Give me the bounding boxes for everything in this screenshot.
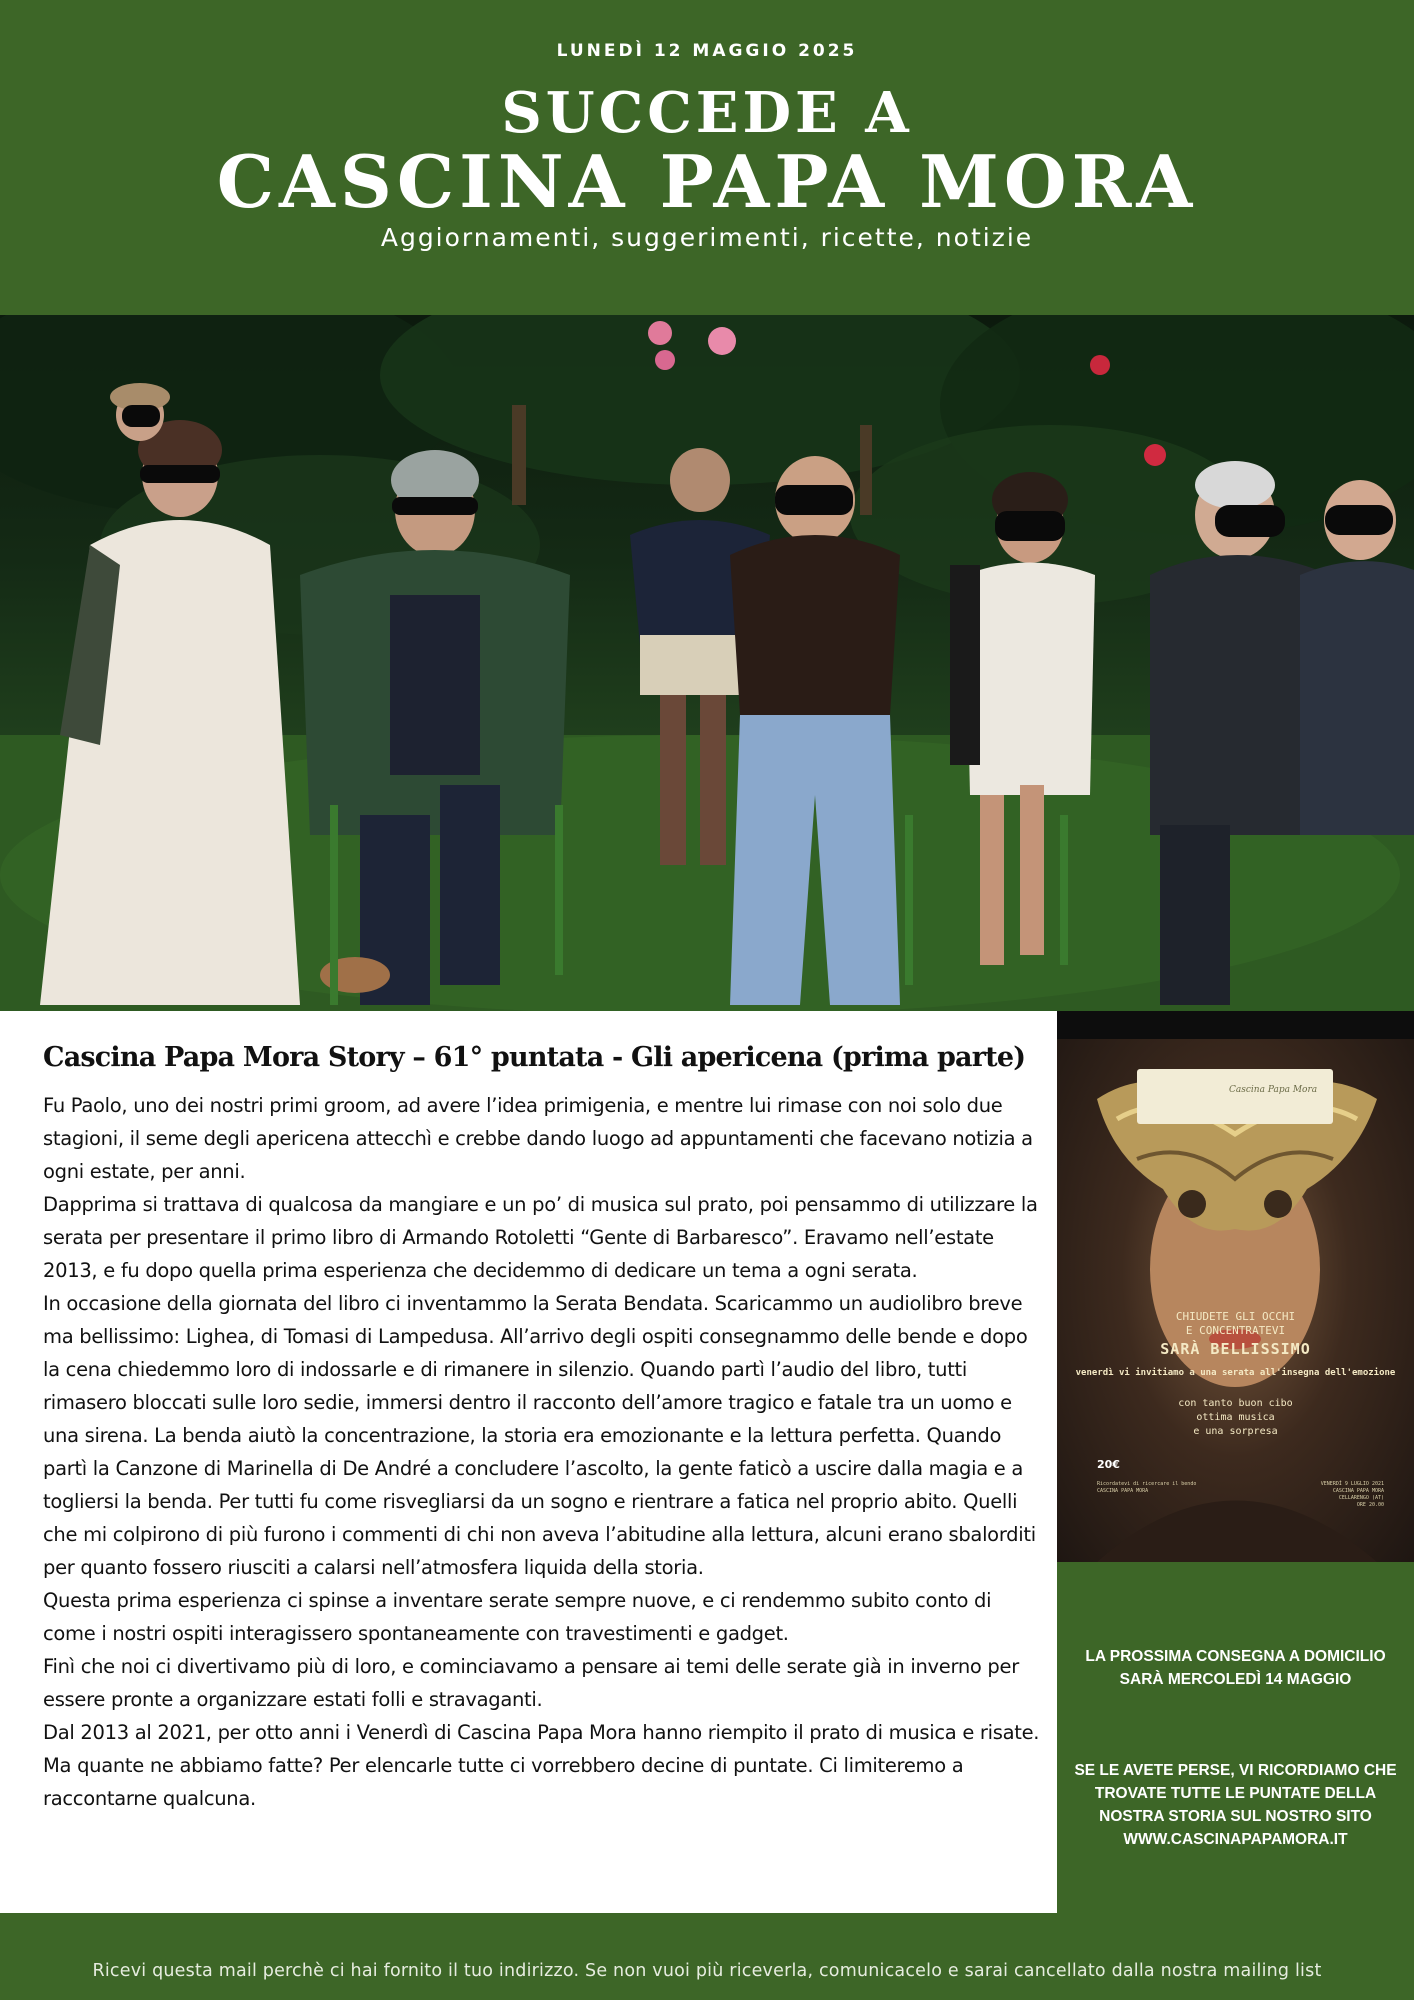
poster-tagline: SARÀ BELLISSIMO (1160, 1340, 1311, 1358)
unsubscribe-notice: Ricevi questa mail perchè ci hai fornito il tuo indirizzo. Se non vuoi più riceverla, comunicacelo e sarai cancellato dalla nostra mailing list (92, 1961, 1322, 1981)
article-body (43, 1089, 1043, 1815)
poster-badge-text: Cascina Papa Mora (1229, 1085, 1318, 1095)
article-title: Cascina Papa Mora Story – 61° puntata - Gli apericena (prima parte) (43, 1042, 1026, 1073)
next-delivery-note: LA PROSSIMA CONSEGNA A DOMICILIO SARÀ MERCOLEDÌ 14 MAGGIO (1085, 1648, 1386, 1688)
poster-fine-right: VENERDÌ 9 LUGLIO 2021 CASCINA PAPA MORA CELLARENGO (AT) ORE 20.00 (1320, 1481, 1384, 1508)
newsletter-header (0, 0, 1414, 315)
hero-illustration (0, 315, 1414, 1011)
hero-photo (0, 315, 1414, 1011)
title-line-1: SUCCEDE A (501, 80, 913, 146)
poster-logo-badge (1137, 1069, 1333, 1124)
issue-date: LUNEDÌ 12 MAGGIO 2025 (556, 41, 858, 61)
sidebar (1057, 1011, 1414, 1913)
title-line-2: CASCINA PAPA MORA (216, 139, 1198, 224)
website-reminder-note: SE LE AVETE PERSE, VI RICORDIAMO CHE TROVATE TUTTE LE PUNTATE DELLA NOSTRA STORIA SUL NOSTRO SITO WWW.CASCINAPAPAMORA.IT (1074, 1762, 1397, 1848)
article-paragraph: Dapprima si trattava di qualcosa da mangiare e un po’ di musica sul prato, poi pensammo di utilizzare la serata per presentare il primo libro di Armando Rotoletti “Gente di Barbaresco”. Eravamo nell’estate 2013, e fu dopo quella prima esperienza che decidemmo di dedicare un tema a ogni serata. (43, 1193, 1038, 1282)
poster-price: 20€ (1097, 1458, 1120, 1471)
subtitle: Aggiornamenti, suggerimenti, ricette, notizie (380, 223, 1034, 252)
poster-invite: venerdì vi invitiamo a una serata all'insegna dell'emozione (1075, 1368, 1396, 1378)
poster-headline: CHIUDETE GLI OCCHI E CONCENTRATEVI (1175, 1310, 1296, 1337)
article-paragraph: In occasione della giornata del libro ci inventammo la Serata Bendata. Scaricammo un audiolibro breve ma bellissimo: Lighea, di Tomasi di Lampedusa. All’arrivo degli ospiti consegnammo delle bende e dopo la cena chiedemmo loro di indossarle e di rimanere in silenzio. Quando partì l’audio del libro, tutti rimasero bloccati sulle loro sedie, immersi dentro il racconto dell’amore tragico e fatale tra un uomo e una sirena. La benda aiutò la concentrazione, la storia era emozionante e la lettura perfetta. Quando partì la Canzone di Marinella di De André a concludere l’ascolto, la gente faticò a uscire dalla magia e a togliersi la benda. Per tutti fu come risvegliarsi da un sogno e rientrare a fatica nel proprio abito. Quelli che mi colpirono di più furono i commenti di chi non aveva l’abitudine alla lettura, alcuni erano sbalorditi per quanto fossero riusciti a calarsi nell’atmosfera liquida della storia. (43, 1292, 1036, 1579)
poster-details: con tanto buon cibo ottima musica e una sorpresa (1178, 1398, 1293, 1437)
event-poster (1057, 1011, 1414, 1562)
newsletter-footer (0, 1913, 1414, 2000)
poster-fine-left: Ricordatevi di ricercare il bendo CASCINA PAPA MORA (1097, 1481, 1197, 1494)
article-paragraph: Finì che noi ci divertivamo più di loro, e cominciavamo a pensare ai temi delle serate già in inverno per essere pronte a organizzare estati folli e stravaganti. (43, 1655, 1019, 1711)
article-paragraph: Dal 2013 al 2021, per otto anni i Venerdì di Cascina Papa Mora hanno riempito il prato di musica e risate. Ma quante ne abbiamo fatte? Per elencarle tutte ci vorrebbero decine di puntate. Ci limiteremo a raccontarne qualcuna. (43, 1721, 1040, 1810)
article-paragraph: Questa prima esperienza ci spinse a inventare serate sempre nuove, e ci rendemmo subito conto di come i nostri ospiti interagissero spontaneamente con travestimenti e gadget. (43, 1589, 992, 1645)
article (0, 1011, 1057, 1913)
article-paragraph: Fu Paolo, uno dei nostri primi groom, ad avere l’idea primigenia, e mentre lui rimase con noi solo due stagioni, il seme degli apericena attecchì e crebbe dando luogo ad appuntamenti che facevano notizia a ogni estate, per anni. (43, 1094, 1033, 1183)
